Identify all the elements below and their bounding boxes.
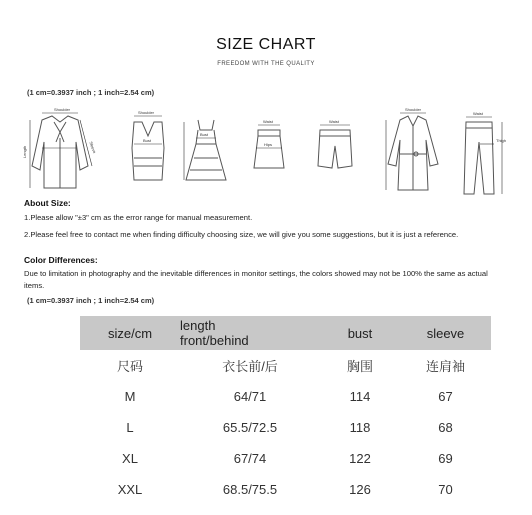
cell-length: 65.5/72.5 (222, 420, 278, 435)
label-shoulder-2: Shoulder (138, 110, 155, 115)
label-length: Length (22, 145, 27, 158)
cell-bust: 114 (349, 389, 371, 404)
vest-illustration (118, 108, 178, 198)
table-row (80, 443, 491, 474)
header-size: size/cm (107, 325, 153, 341)
header-bust: bust (347, 325, 373, 341)
cell-size: 尺码 (116, 359, 143, 374)
cell-bust: 胸围 (346, 359, 373, 374)
cell-sleeve: 70 (438, 482, 453, 497)
label-sleeve: Sleeve (88, 140, 98, 154)
blouse-illustration (20, 108, 100, 198)
header-length-line2: front/behind (180, 333, 249, 348)
shorts-illustration (310, 108, 360, 198)
cell-size: M (124, 389, 136, 404)
label-waist-3: Waist (473, 111, 483, 116)
cell-length: 68.5/75.5 (222, 482, 278, 497)
table-row (80, 350, 491, 381)
unit-note-top: (1 cm=0.3937 inch ; 1 inch=2.54 cm) (27, 88, 155, 97)
cell-bust: 126 (349, 482, 371, 497)
header-length-line1: length (180, 318, 216, 333)
cell-sleeve: 68 (438, 420, 453, 435)
label-bust: Bust (143, 138, 152, 143)
label-shoulder: Shoulder (54, 107, 71, 112)
pants-illustration (450, 108, 512, 198)
cell-length: 64/71 (233, 389, 267, 404)
coat-illustration (378, 108, 448, 198)
label-bust-2: Bust (200, 132, 209, 137)
about-size-item-1: 1.Please allow "±3" cm as the error range for manual measurement. (24, 213, 253, 222)
label-shoulder-3: Shoulder (405, 107, 422, 112)
cell-length: 衣长前/后 (222, 359, 278, 374)
cell-sleeve: 69 (438, 451, 453, 466)
cell-length: 67/74 (233, 451, 267, 466)
header-sleeve: sleeve (426, 325, 465, 341)
page-subtitle: FREEDOM WITH THE QUALITY (217, 61, 315, 67)
skirt-illustration (244, 108, 294, 198)
size-table (80, 316, 491, 505)
table-row (80, 474, 491, 505)
cell-bust: 122 (349, 451, 371, 466)
about-size-heading: About Size: (24, 198, 71, 208)
dress-illustration (178, 108, 234, 198)
page-title: SIZE CHART (216, 36, 316, 53)
label-waist: Waist (263, 119, 273, 124)
cell-sleeve: 连肩袖 (425, 359, 465, 374)
color-differences-heading: Color Differences: (24, 255, 98, 265)
label-thigh: Thigh (496, 138, 507, 143)
table-row (80, 381, 491, 412)
label-hips: Hips (264, 142, 273, 147)
cell-bust: 118 (349, 420, 371, 435)
cell-sleeve: 67 (438, 389, 453, 404)
about-size-item-2: 2.Please feel free to contact me when finding difficulty choosing size, we will give you some suggestions, but it is just a reference. (24, 230, 459, 239)
size-table-header (80, 316, 491, 350)
header-length (180, 318, 320, 348)
cell-size: XXL (117, 482, 143, 497)
table-row (80, 412, 491, 443)
label-waist-2: Waist (329, 119, 339, 124)
cell-size: L (126, 420, 134, 435)
garment-illustrations (20, 108, 512, 198)
unit-note-bottom: (1 cm=0.3937 inch ; 1 inch=2.54 cm) (27, 296, 155, 305)
cell-size: XL (122, 451, 138, 466)
color-differences-text: Due to limitation in photography and the inevitable differences in monitor settings, the colors showed may not be 100% the same as actual items. (24, 269, 488, 290)
